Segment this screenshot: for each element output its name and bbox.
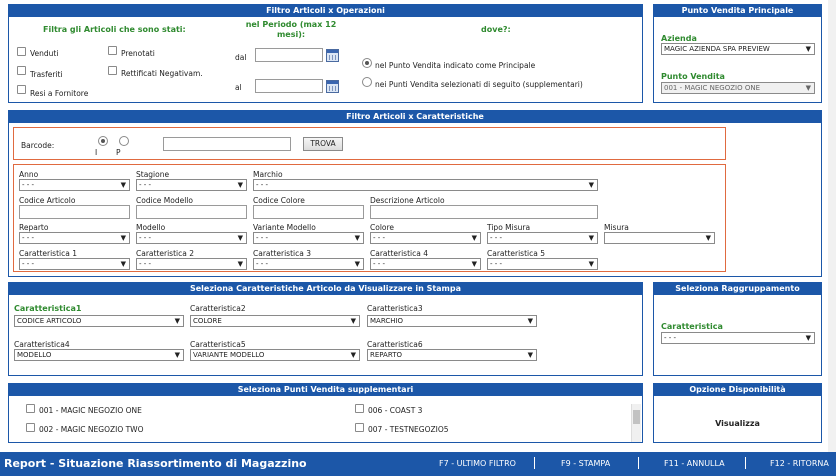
c5-label: Caratteristica5 (190, 340, 246, 349)
footer-bar (0, 452, 836, 476)
c1-label: Caratteristica1 (14, 304, 82, 313)
radio-principale[interactable] (362, 58, 372, 68)
select-value: - - - (22, 260, 35, 268)
trova-button[interactable]: TROVA (303, 137, 343, 151)
panel-title: Filtro Articoli x Operazioni (9, 5, 642, 17)
car3-select[interactable] (253, 258, 364, 270)
pv-checkbox[interactable] (26, 404, 35, 413)
panel-title: Seleziona Punti Vendita supplementari (9, 384, 642, 396)
al-label: al (235, 83, 242, 92)
barcode-input[interactable] (163, 137, 291, 151)
select-value: - - - (256, 181, 269, 189)
chevron-down-icon: ▼ (120, 234, 126, 242)
panel-pv-supplementari (8, 383, 643, 443)
select-value: - - - (22, 234, 35, 242)
calendar-icon[interactable] (326, 49, 339, 62)
checkbox-trasferiti[interactable] (17, 66, 26, 75)
panel-punto-vendita (653, 4, 822, 103)
stati-label: Filtra gli Articoli che sono stati: (43, 25, 186, 34)
pv-value: 001 - MAGIC NEGOZIO ONE (664, 84, 761, 92)
car5-label: Caratteristica 5 (487, 249, 545, 258)
azienda-value: MAGIC AZIENDA SPA PREVIEW (664, 45, 770, 53)
page-scrollbar[interactable] (828, 0, 836, 452)
modello-label: Modello (136, 223, 166, 232)
radio-supplementari[interactable] (362, 77, 372, 87)
select-value: - - - (664, 334, 677, 342)
select-value: MARCHIO (370, 317, 404, 325)
checkbox-resi[interactable] (17, 85, 26, 94)
misura-label: Misura (604, 223, 629, 232)
visualizza-label: Visualizza (715, 419, 760, 428)
anno-select[interactable] (19, 179, 130, 191)
chevron-down-icon: ▼ (354, 260, 360, 268)
chevron-down-icon: ▼ (588, 234, 594, 242)
scroll-thumb[interactable] (633, 410, 640, 424)
pv-scrollbar[interactable] (631, 404, 641, 443)
f7-ultimo-filtro-button[interactable]: F7 - ULTIMO FILTRO (439, 459, 516, 468)
select-value: - - - (373, 260, 386, 268)
select-value: REPARTO (370, 351, 402, 359)
checkbox-rettificati[interactable] (108, 66, 117, 75)
select-value: - - - (256, 234, 269, 242)
codice-colore-input[interactable] (253, 205, 364, 219)
checkbox-label: Prenotati (121, 49, 155, 58)
f12-ritorna-button[interactable]: F12 - RITORNA (770, 459, 829, 468)
al-date-input[interactable] (255, 79, 323, 93)
car2-select[interactable] (136, 258, 247, 270)
select-value: - - - (490, 260, 503, 268)
codice-articolo-label: Codice Articolo (19, 196, 76, 205)
select-value: VARIANTE MODELLO (193, 351, 265, 359)
panel-title: Seleziona Raggruppamento (654, 283, 821, 295)
chevron-down-icon: ▼ (471, 234, 477, 242)
colore-select[interactable] (370, 232, 481, 244)
panel-disponibilita (653, 383, 822, 443)
radio-i-label: I (95, 148, 98, 157)
report-title: Report - Situazione Riassortimento di Magazzino (4, 457, 307, 470)
select-value: - - - (256, 260, 269, 268)
footer-divider (534, 457, 535, 469)
radio-principale-label: nel Punto Vendita indicato come Principale (375, 61, 536, 70)
checkbox-prenotati[interactable] (108, 46, 117, 55)
variante-modello-select[interactable] (253, 232, 364, 244)
modello-select[interactable] (136, 232, 247, 244)
footer-divider (638, 457, 639, 469)
pv-item-label: 002 - MAGIC NEGOZIO TWO (39, 425, 144, 434)
descrizione-articolo-label: Descrizione Articolo (370, 196, 445, 205)
dal-label: dal (235, 53, 247, 62)
select-value: CODICE ARTICOLO (17, 317, 82, 325)
car3-label: Caratteristica 3 (253, 249, 311, 258)
select-value: - - - (139, 260, 152, 268)
chevron-down-icon: ▼ (237, 234, 243, 242)
chevron-down-icon: ▼ (120, 181, 126, 189)
panel-filtro-caratteristiche (8, 110, 822, 277)
c3-select[interactable] (367, 315, 537, 327)
anno-label: Anno (19, 170, 39, 179)
descrizione-articolo-input[interactable] (370, 205, 598, 219)
variante-modello-label: Variante Modello (253, 223, 316, 232)
pv-item-label: 007 - TESTNEGOZIO5 (368, 425, 449, 434)
panel-title: Filtro Articoli x Caratteristiche (9, 111, 821, 123)
chevron-down-icon: ▼ (350, 351, 356, 359)
panel-title: Punto Vendita Principale (654, 5, 821, 17)
c1-select[interactable] (14, 315, 184, 327)
footer-divider (745, 457, 746, 469)
select-value: - - - (490, 234, 503, 242)
tipo-misura-select[interactable] (487, 232, 598, 244)
panel-raggruppamento (653, 282, 822, 376)
chevron-down-icon: ▼ (354, 234, 360, 242)
chevron-down-icon: ▼ (588, 260, 594, 268)
azienda-label: Azienda (661, 34, 697, 43)
c4-label: Caratteristica4 (14, 340, 70, 349)
pv-checkbox[interactable] (26, 423, 35, 432)
car4-select[interactable] (370, 258, 481, 270)
checkbox-label: Trasferiti (30, 70, 63, 79)
select-value: - - - (139, 181, 152, 189)
codice-articolo-input[interactable] (19, 205, 130, 219)
select-value: MODELLO (17, 351, 52, 359)
pv-select[interactable] (661, 82, 815, 94)
panel-title: Seleziona Caratteristiche Articolo da Visualizzare in Stampa (9, 283, 642, 295)
dal-date-input[interactable] (255, 48, 323, 62)
panel-filtro-operazioni (8, 4, 643, 103)
car4-label: Caratteristica 4 (370, 249, 428, 258)
dove-label: dove?: (481, 25, 511, 34)
checkbox-label: Venduti (30, 49, 59, 58)
codice-modello-input[interactable] (136, 205, 247, 219)
codice-modello-label: Codice Modello (136, 196, 193, 205)
chevron-down-icon: ▼ (120, 260, 126, 268)
chevron-down-icon: ▼ (805, 334, 811, 342)
chevron-down-icon: ▼ (237, 260, 243, 268)
stagione-select[interactable] (136, 179, 247, 191)
chevron-down-icon: ▼ (350, 317, 356, 325)
chevron-down-icon: ▼ (471, 260, 477, 268)
panel-title: Opzione Disponibilità (654, 384, 821, 396)
c5-select[interactable] (190, 349, 360, 361)
checkbox-label: Resi a Fornitore (30, 89, 89, 98)
codice-colore-label: Codice Colore (253, 196, 305, 205)
f11-annulla-button[interactable]: F11 - ANNULLA (664, 459, 725, 468)
stagione-label: Stagione (136, 170, 170, 179)
pv-checkbox[interactable] (355, 404, 364, 413)
chevron-down-icon: ▼ (527, 351, 533, 359)
chevron-down-icon: ▼ (174, 351, 180, 359)
chevron-down-icon: ▼ (174, 317, 180, 325)
radio-barcode-p[interactable] (119, 136, 129, 146)
chevron-down-icon: ▼ (588, 181, 594, 189)
pv-label: Punto Vendita (661, 72, 725, 81)
select-value: COLORE (193, 317, 222, 325)
reparto-label: Reparto (19, 223, 49, 232)
marchio-label: Marchio (253, 170, 283, 179)
chevron-down-icon: ▼ (805, 84, 811, 92)
pv-item-label: 001 - MAGIC NEGOZIO ONE (39, 406, 142, 415)
azienda-select[interactable] (661, 43, 815, 55)
raggruppamento-label: Caratteristica (661, 322, 723, 331)
periodo-label: nel Periodo (max 12 mesi): (245, 20, 337, 39)
radio-barcode-i[interactable] (98, 136, 108, 146)
checkbox-venduti[interactable] (17, 47, 26, 56)
car1-select[interactable] (19, 258, 130, 270)
reparto-select[interactable] (19, 232, 130, 244)
barcode-label: Barcode: (21, 141, 55, 150)
chevron-down-icon: ▼ (237, 181, 243, 189)
c3-label: Caratteristica3 (367, 304, 423, 313)
pv-list (23, 401, 643, 443)
c4-select[interactable] (14, 349, 184, 361)
radio-supplementari-label: nei Punti Vendita selezionati di seguito (supplementari) (375, 80, 583, 89)
car5-select[interactable] (487, 258, 598, 270)
f9-stampa-button[interactable]: F9 - STAMPA (561, 459, 611, 468)
c2-label: Caratteristica2 (190, 304, 246, 313)
chevron-down-icon: ▼ (527, 317, 533, 325)
c6-label: Caratteristica6 (367, 340, 423, 349)
misura-select[interactable] (604, 232, 715, 244)
pv-checkbox[interactable] (355, 423, 364, 432)
chevron-down-icon: ▼ (705, 234, 711, 242)
car2-label: Caratteristica 2 (136, 249, 194, 258)
marchio-select[interactable] (253, 179, 598, 191)
chevron-down-icon: ▼ (805, 45, 811, 53)
calendar-icon[interactable] (326, 80, 339, 93)
tipo-misura-label: Tipo Misura (487, 223, 531, 232)
select-value: - - - (373, 234, 386, 242)
select-value: - - - (22, 181, 35, 189)
colore-label: Colore (370, 223, 395, 232)
panel-caratteristiche-stampa (8, 282, 643, 376)
checkbox-label: Rettificati Negativam. (121, 69, 203, 78)
pv-item-label: 006 - COAST 3 (368, 406, 423, 415)
radio-p-label: P (116, 148, 121, 157)
c6-select[interactable] (367, 349, 537, 361)
raggruppamento-select[interactable] (661, 332, 815, 344)
c2-select[interactable] (190, 315, 360, 327)
select-value: - - - (139, 234, 152, 242)
car1-label: Caratteristica 1 (19, 249, 77, 258)
